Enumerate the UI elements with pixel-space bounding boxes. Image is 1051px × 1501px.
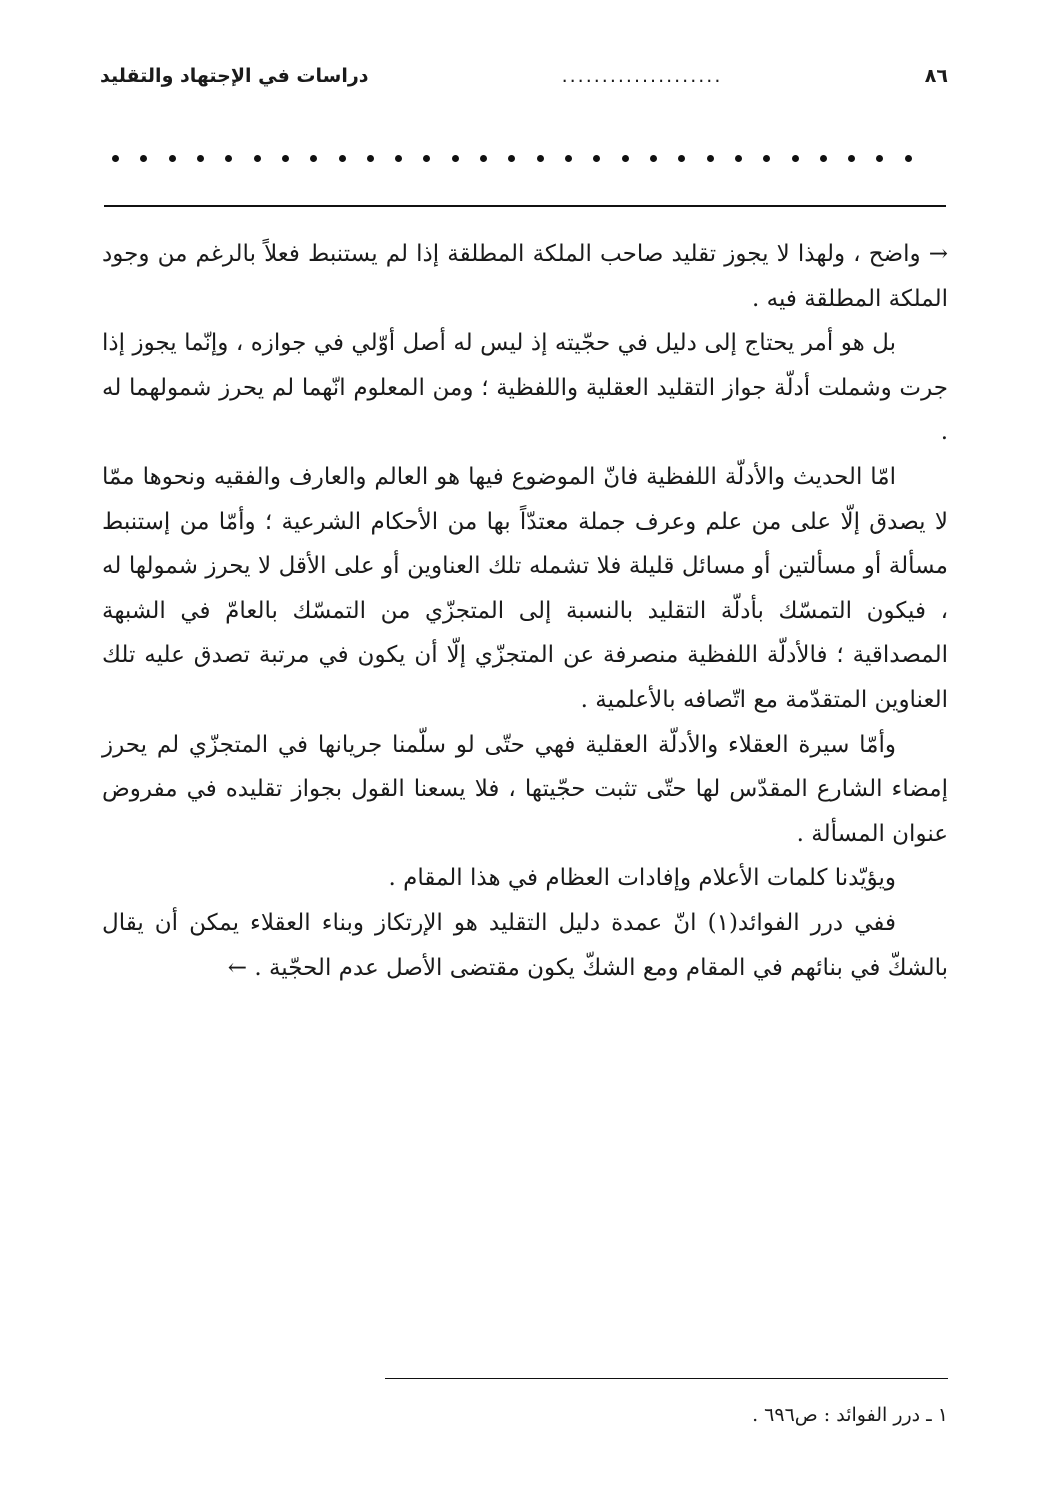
- ornament-dot: [763, 155, 770, 162]
- ornament-dot: [876, 155, 883, 162]
- ornament-dot: [735, 155, 742, 162]
- ornament-dot: [820, 155, 827, 162]
- ornament-dot: [848, 155, 855, 162]
- ornament-dot: [593, 155, 600, 162]
- ornament-dot: [678, 155, 685, 162]
- ornament-dot: [225, 155, 232, 162]
- paragraph: امّا الحديث والأدلّة اللفظية فانّ الموضوع فيها هو العالم والعارف والفقيه ونحوها ممّا لا يصدق إلّا على من علم وعرف جملة معتدّاً بها من الأحكام الشرعية ؛ وأمّا من إستنبط مسألة أو مسألتين أو مسائل قليلة فلا تشمله تلك العناوين أو على الأقل لا يحرز شمولها له ، فيكون التمسّك بأدلّة التقليد بالنسبة إلى المتجزّي من التمسّك بالعامّ في الشبهة المصداقية ؛ فالأدلّة اللفظية منصرفة عن المتجزّي إلّا أن يكون في مرتبة تصدق عليه تلك العناوين المتقدّمة مع اتّصافه بالأعلمية .: [102, 463, 948, 713]
- footnote: ١ ـ درر الفوائد : ص٦٩٦ .: [752, 1404, 948, 1426]
- ornament-dot: [650, 155, 657, 162]
- book-title: دراسات في الإجتهاد والتقليد: [100, 65, 369, 87]
- paragraph: وأمّا سيرة العقلاء والأدلّة العقلية فهي حتّى لو سلّمنا جريانها في المتجزّي لم يحرز إمضاء الشارع المقدّس لها حتّى تثبت حجّيتها ، فلا يسعنا القول بجواز تقليده في مفروض عنوان المسألة .: [102, 731, 948, 847]
- page-number: ٨٦: [924, 65, 948, 87]
- ornament-dot: [565, 155, 572, 162]
- ornament-dot: [480, 155, 487, 162]
- ornament-dot: [537, 155, 544, 162]
- ornament-dot: [367, 155, 374, 162]
- ornament-dot: [395, 155, 402, 162]
- paragraph: ففي درر الفوائد(١) انّ عمدة دليل التقليد هو الإرتكاز وبناء العقلاء يمكن أن يقال بالشكّ في بنائهم في المقام ومع الشكّ يكون مقتضى الأصل عدم الحجّية . ←: [102, 909, 948, 981]
- ornament-dot: [339, 155, 346, 162]
- paragraph-continuation: → واضح ، ولهذا لا يجوز تقليد صاحب الملكة المطلقة إذا لم يستنبط فعلاً بالرغم من وجود الملكة المطلقة فيه .: [102, 241, 948, 312]
- ornament-dot: [254, 155, 261, 162]
- footnote-divider: [385, 1378, 948, 1379]
- ornament-dot: [197, 155, 204, 162]
- ornament-dot: [905, 155, 912, 162]
- header-divider: [104, 205, 946, 207]
- ornament-dot: [112, 155, 119, 162]
- ornament-dot: [707, 155, 714, 162]
- paragraph: ويؤيّدنا كلمات الأعلام وإفادات العظام في هذا المقام .: [388, 865, 896, 892]
- ornament-dot: [169, 155, 176, 162]
- ornament-dot: [140, 155, 147, 162]
- ornament-dot: [792, 155, 799, 162]
- ornament-dot: [310, 155, 317, 162]
- ornament-dot-row: [112, 148, 912, 170]
- running-header: [100, 58, 948, 94]
- main-text: [102, 232, 948, 990]
- ornament-dot: [508, 155, 515, 162]
- dot-leader: ....................: [561, 65, 723, 87]
- ornament-dot: [423, 155, 430, 162]
- ornament-dot: [282, 155, 289, 162]
- paragraph: بل هو أمر يحتاج إلى دليل في حجّيته إذ ليس له أصل أوّلي في جوازه ، وإنّما يجوز إذا جرت وشملت أدلّة جواز التقليد العقلية واللفظية ؛ ومن المعلوم انّهما لم يحرز شمولهما له .: [102, 330, 948, 446]
- ornament-dot: [452, 155, 459, 162]
- ornament-dot: [622, 155, 629, 162]
